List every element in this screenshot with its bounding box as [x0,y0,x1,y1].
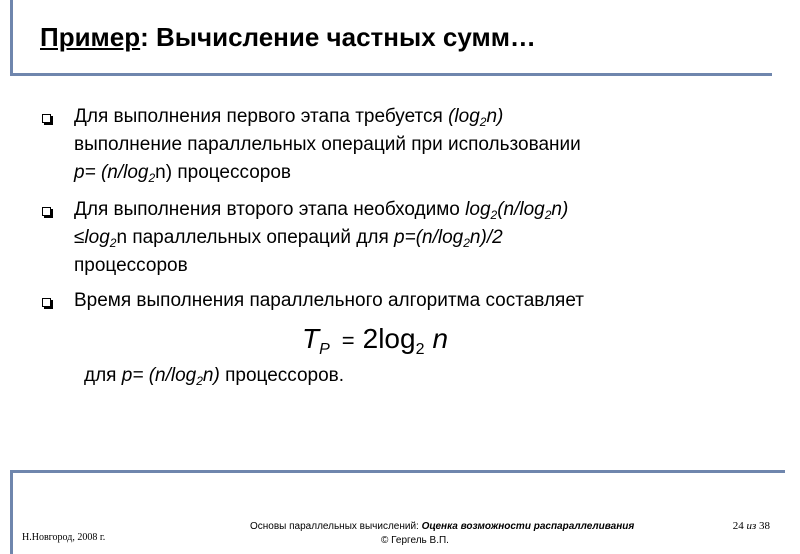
bullet-1-line-3: $p= (n/\log_2n)$ процессоров [74,162,292,185]
bullet-2-line-2: $\le\log_2n$ параллельных операций для $p=(n/\log_2n)/2$ [74,227,503,250]
page-counter: 24 из 38 [732,520,770,532]
bullet-1-line-1: Для выполнения первого этапа требуется $(\log_2n)$ [74,106,504,129]
formula-tp: $T_P = 2\log_2$ n [302,323,449,358]
bullet-3-line-1: Время выполнения параллельного алгоритма составляет [74,290,584,311]
footer-course-info: Основы параллельных вычислений: Оценка возможности распараллеливания © Гергель В.П. [250,521,635,546]
bullet-1-line-2: выполнение параллельных операций при использовании [74,134,581,155]
footer-location-date: Н.Новгород, 2008 г. [22,532,106,543]
bullet-2-line-3: процессоров [74,255,188,276]
after-formula-text: для $p= (n/\log_2n)$ процессоров. [84,365,345,388]
bullet-checkbox-icon [42,207,51,216]
bullet-checkbox-icon [42,114,51,123]
page-title: Пример: Вычисление частных сумм… [40,22,536,52]
bullet-checkbox-icon [42,298,51,307]
bullet-2-line-1: Для выполнения второго этапа необходимо $\log_2(n/\log_2n)$ [74,199,569,222]
